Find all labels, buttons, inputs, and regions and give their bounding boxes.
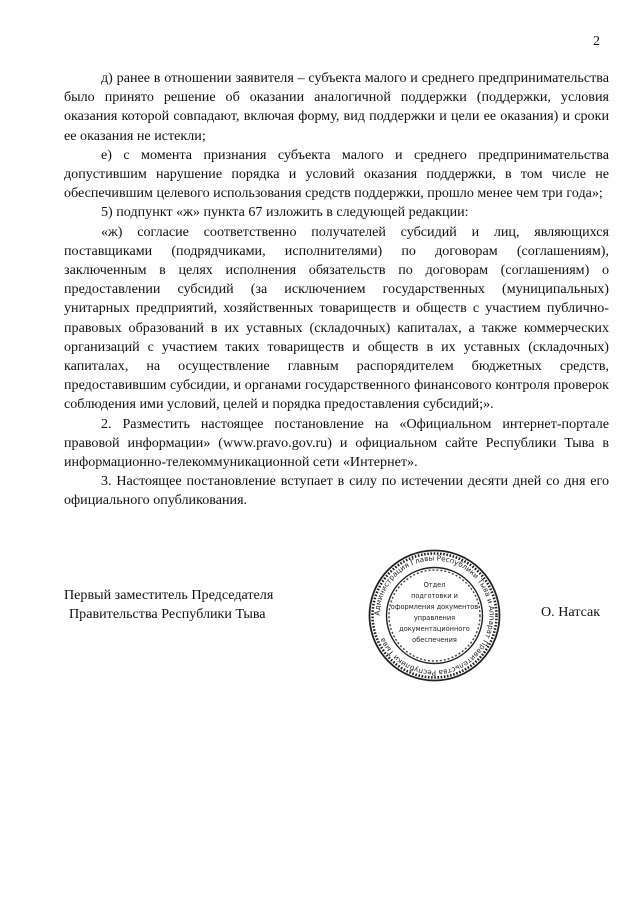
signatory-name: О. Натсак bbox=[541, 604, 601, 620]
stamp-inner-line-1: Отдел bbox=[423, 581, 446, 589]
stamp-inner-line-5: документационного bbox=[399, 625, 470, 633]
document-body bbox=[64, 69, 609, 511]
paragraph-3: 3. Настоящее постановление вступает в силу по истечении десяти дней со дня его официального опубликования. bbox=[64, 473, 609, 509]
stamp-inner-line-3: оформления документов bbox=[390, 603, 479, 611]
signatory-title-line1: Первый заместитель Председателя bbox=[64, 587, 274, 603]
paragraph-e: е) с момента признания субъекта малого и среднего предпринимательства допустившим нарушение порядка и условий оказания поддержки, в том числе не обеспечившим целевого использования средств поддержки, прошло менее чем три года»; bbox=[64, 146, 609, 202]
paragraph-item-5: 5) подпункт «ж» пункта 67 изложить в следующей редакции: bbox=[101, 204, 469, 221]
page-number: 2 bbox=[593, 34, 600, 49]
paragraph-d: д) ранее в отношении заявителя – субъекта малого и среднего предпринимательства было принято решение об оказании аналогичной поддержки (поддержки, условия оказания которой совпадают, включая форму, вид поддержки и цели ее оказания) и сроки ее оказания не истекли; bbox=[64, 70, 609, 144]
paragraph-2: 2. Разместить настоящее постановление на «Официальном интернет-портале правовой информации» (www.pravo.gov.ru) и официальном сайте Республики Тыва в информационно-телекоммуникационной сети «Интернет». bbox=[64, 415, 609, 471]
signatory-title-line2: Правительства Республики Тыва bbox=[69, 606, 266, 622]
signatory-title bbox=[64, 586, 273, 624]
stamp-inner-line-2: подготовки и bbox=[411, 592, 458, 600]
paragraph-zh: «ж) согласие соответственно получателей субсидий и лиц, являющихся поставщиками (подрядчиками, исполнителями) по договорам (соглашениям), заключенным в целях исполнения обязательств по договорам (соглашениям) о предоставлении субсидий (за исключением государственных (муниципальных) унитарных предприятий, хозяйственных товариществ и обществ с участием публично-правовых образований в их уставных (складочных) капиталах, а также коммерческих организаций с участием таких товариществ и обществ в их уставных (складочных) капиталах, на осуществление главным распорядителем бюджетных средств, предоставившим субсидии, и органами государственного финансового контроля проверок соблюдения ими условий, целей и порядка предоставления субсидий;». bbox=[64, 223, 609, 413]
stamp-inner-line-6: обеспечения bbox=[412, 636, 457, 644]
stamp-seal-graphic bbox=[367, 548, 502, 683]
official-stamp bbox=[367, 548, 502, 683]
stamp-outer-text: Администрация Главы Республики Тыва и Аппарат Правительства Республики Тыва bbox=[372, 553, 497, 678]
stamp-inner-line-4: управления bbox=[413, 614, 456, 622]
